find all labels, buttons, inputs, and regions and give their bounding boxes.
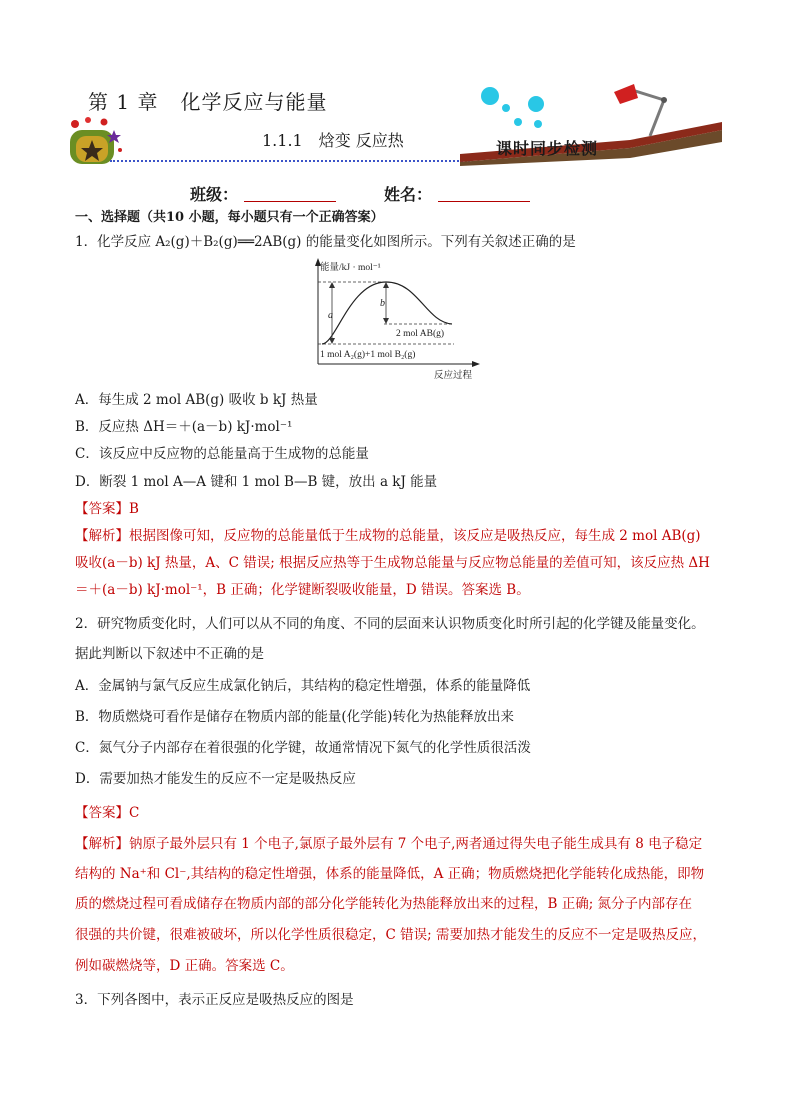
q1-option-a: A．每生成 2 mol AB(g) 吸收 b kJ 热量 [75,392,318,408]
energy-diagram [306,256,506,380]
diagram-x-arrow [472,361,480,367]
diagram-arrow-b-head-bottom [383,318,389,324]
q2-option-d: D．需要加热才能发生的反应不一定是吸热反应 [75,771,356,787]
q2-explanation-line-5: 例如碳燃烧等，D 正确。答案选 C。 [75,958,294,974]
q1-option-c: C．该反应中反应物的总能量高于生成物的总能量 [75,446,369,462]
diagram-y-label: 能量/kJ · mol⁻¹ [320,263,381,273]
section-title: 焓变 反应热 [318,131,404,150]
q2-explanation-line-2: 结构的 Na⁺和 Cl⁻,其结构的稳定性增强，体系的能量降低，A 正确；物质燃烧把化学能转化成热能，即物 [75,866,705,882]
q1-expl-text-1: 根据图像可知，反应物的总能量低于生成物的总能量，该反应是吸热反应，每生成 2 mol AB(g) [129,528,701,544]
section-number: 1.1.1 [262,131,303,150]
q2-answer-tag: 【答案】 [75,805,129,821]
chapter-title: 化学反应与能量 [180,90,328,114]
q1-answer-value: B [129,501,139,517]
section-heading [262,128,404,151]
q2-expl-text-1: 钠原子最外层只有 1 个电子,氯原子最外层有 7 个电子,两者通过得失电子能生成具有 8 电子稳定 [129,836,703,852]
header-dotted-rule [110,160,470,162]
diagram-arrow-a-head-top [329,282,335,288]
badge-label: 课时同步检测 [496,139,599,158]
name-label: 姓名： [384,185,433,204]
diagram-arrow-b-head-top [383,282,389,288]
q2-stem-line-1: 2．研究物质变化时，人们可以从不同的角度、不同的层面来认识物质变化时所引起的化学键及能量变化。 [75,616,705,632]
q2-option-b: B．物质燃烧可看作是储存在物质内部的能量(化学能)转化为热能释放出来 [75,709,514,725]
q1-answer [75,499,139,519]
name-blank[interactable] [438,187,530,202]
q2-expl-tag: 【解析】 [75,836,129,852]
q1-explanation-line-2: 吸收(a－b) kJ 热量，A、C 错误; 根据反应热等于生成物总能量与反应物总能量的差值可知，该反应热 ΔH [75,555,710,571]
class-blank[interactable] [244,187,336,202]
q2-explanation-line-3: 质的燃烧过程可看成储存在物质内部的部分化学能转化为热能释放出来的过程，B 正确; 氮分子内部存在 [75,896,693,912]
q2-explanation-line-4: 很强的共价键，很难被破坏，所以化学性质很稳定，C 错误; 需要加热才能发生的反应不一定是吸热反应， [75,927,706,943]
chapter-number: 第 1 章 [88,90,159,114]
q1-answer-tag: 【答案】 [75,501,129,517]
q1-option-d: D．断裂 1 mol A—A 键和 1 mol B—B 键，放出 a kJ 能量 [75,474,438,490]
q1-expl-tag: 【解析】 [75,528,129,544]
q2-explanation-line-1 [75,834,702,854]
diagram-label-b: b [380,298,385,309]
section-heading-choice: 一、选择题（共10 小题，每小题只有一个正确答案） [75,210,384,225]
q2-option-c: C．氮气分子内部存在着很强的化学键，故通常情况下氮气的化学性质很活泼 [75,740,531,756]
q1-stem: 1．化学反应 A₂(g)＋B₂(g)══2AB(g) 的能量变化如图所示。下列有关叙述正确的是 [75,234,576,250]
chapter-heading [88,86,327,115]
diagram-x-label: 反应过程 [434,371,473,380]
q1-option-b: B．反应热 ΔH＝＋(a－b) kJ·mol⁻¹ [75,419,293,435]
diagram-reactant-label: 1 mol A₂(g)+1 mol B₂(g) [320,350,416,360]
diagram-label-a: a [328,310,333,321]
diagram-arrow-a-head-bottom [329,338,335,344]
q2-stem-line-2: 据此判断以下叙述中不正确的是 [75,646,264,662]
q2-answer-value: C [129,805,140,821]
q3-stem: 3．下列各图中，表示正反应是吸热反应的图是 [75,992,354,1008]
q1-explanation-line-3: ＝＋(a－b) kJ·mol⁻¹，B 正确；化学键断裂吸收能量，D 错误。答案选 B。 [75,582,530,598]
name-field[interactable] [384,182,530,205]
q2-answer [75,803,139,823]
diagram-product-label: 2 mol AB(g) [396,329,445,339]
q2-option-a: A．金属钠与氯气反应生成氯化钠后，其结构的稳定性增强，体系的能量降低 [75,678,531,694]
class-field[interactable] [190,182,336,205]
q1-explanation-line-1 [75,526,701,546]
class-label: 班级： [190,185,239,204]
